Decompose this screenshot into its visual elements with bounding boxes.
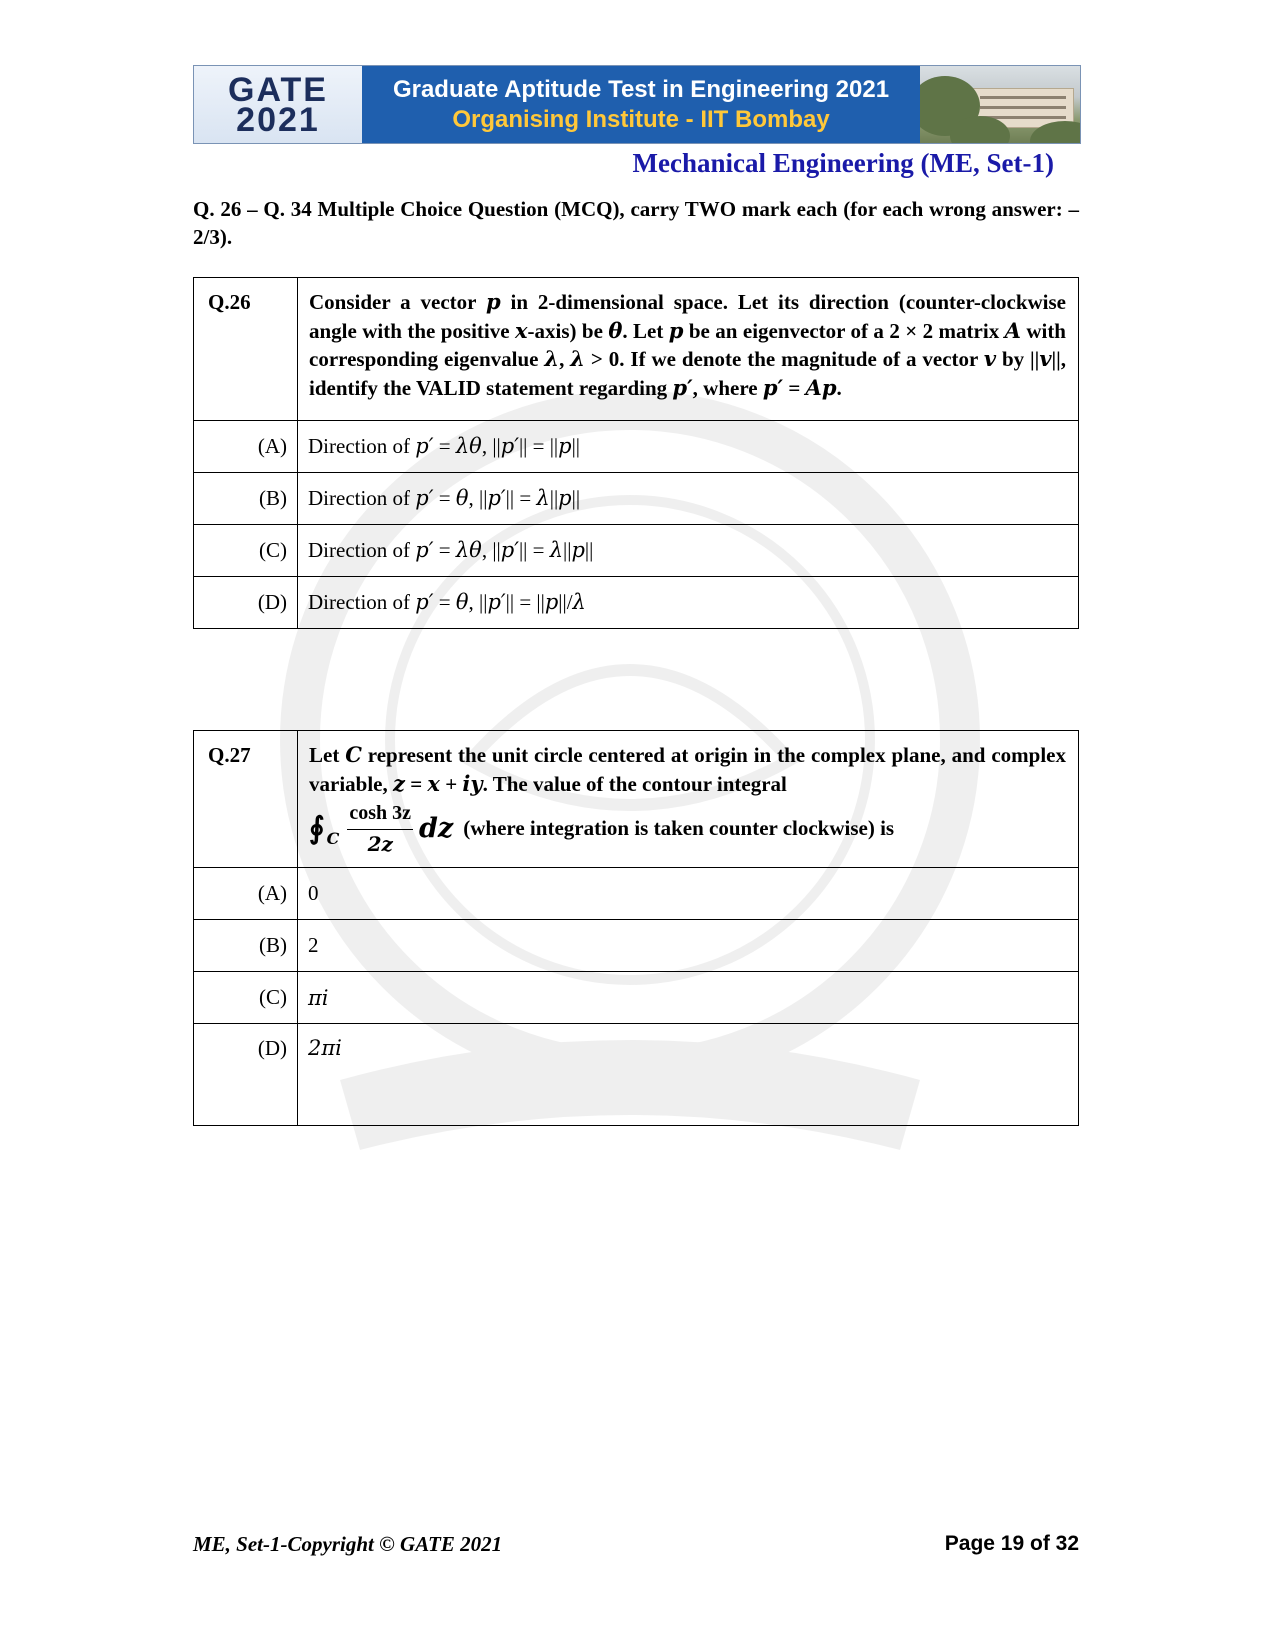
subject-title: Mechanical Engineering (ME, Set-1): [632, 148, 1054, 178]
question-number: Q.27: [194, 731, 298, 868]
option-a[interactable]: [194, 868, 1079, 920]
option-c[interactable]: [194, 972, 1079, 1024]
contour-integral-symbol: ∮: [309, 812, 325, 846]
option-label: (A): [194, 421, 298, 473]
banner-title-box: [362, 66, 920, 143]
contour-integral: [309, 800, 1066, 858]
footer-copyright: ME, Set-1-Copyright © GATE 2021: [193, 1532, 503, 1556]
differential: dz: [419, 813, 454, 845]
option-text: Direction of p′ = θ, ||p′|| = ||p||/λ: [298, 577, 1079, 629]
option-text: 2: [298, 920, 1079, 972]
question-text: [298, 731, 1079, 868]
option-label: (C): [194, 525, 298, 577]
option-b[interactable]: [194, 920, 1079, 972]
question-number: Q.26: [194, 278, 298, 421]
integral-subscript: C: [326, 829, 340, 849]
footer-page-number: Page 19 of 32: [944, 1532, 1079, 1555]
fraction-numerator: cosh 3z: [347, 800, 413, 830]
option-c[interactable]: [194, 525, 1079, 577]
option-text: Direction of p′ = θ, ||p′|| = λ||p||: [298, 473, 1079, 525]
section-instructions: Q. 26 – Q. 34 Multiple Choice Question (MCQ), carry TWO mark each (for each wrong answer: – 2/3).: [193, 197, 1079, 249]
option-text: 2πi: [298, 1024, 1079, 1126]
option-text: πi: [298, 972, 1079, 1024]
banner-organiser: Organising Institute - IIT Bombay: [452, 105, 830, 133]
option-text: Direction of p′ = λθ, ||p′|| = λ||p||: [298, 525, 1079, 577]
option-label: (B): [194, 473, 298, 525]
campus-photo: [920, 66, 1080, 143]
option-label: (A): [194, 868, 298, 920]
fraction-denominator: 2z: [367, 831, 393, 856]
question-26-table: [193, 277, 1079, 629]
banner-title: Graduate Aptitude Test in Engineering 2021: [392, 75, 890, 103]
option-d[interactable]: [194, 577, 1079, 629]
option-text: Direction of p′ = λθ, ||p′|| = ||p||: [298, 421, 1079, 473]
logo-line-1: GATE: [228, 70, 328, 109]
question-text: Consider a vector p in 2-dimensional space. Let its direction (counter-clockwise angle with the positive x-axis) be θ. Let p be an eigenvector of a 2 × 2 matrix A with corresponding eigenvalue λ, λ > 0. If we denote the magnitude of a vector v by ||v||, identify the VALID statement regarding p′, where p′ = Ap.: [298, 278, 1079, 421]
option-label: (D): [194, 577, 298, 629]
option-text: 0: [298, 868, 1079, 920]
question-27-table: [193, 730, 1079, 1126]
option-label: (C): [194, 972, 298, 1024]
logo-line-2: 2021: [236, 100, 320, 139]
option-label: (D): [194, 1024, 298, 1126]
option-b[interactable]: [194, 473, 1079, 525]
option-d[interactable]: [194, 1024, 1079, 1126]
option-a[interactable]: [194, 421, 1079, 473]
integral-trailing-text: (where integration is taken counter clockwise) is: [463, 816, 895, 841]
header-banner: [193, 65, 1081, 144]
question-stem: Let C represent the unit circle centered at origin in the complex plane, and complex variable, z = x + iy. The value of the contour integral: [309, 742, 1066, 796]
option-label: (B): [194, 920, 298, 972]
gate-logo: [194, 66, 362, 143]
integrand-fraction: [347, 800, 413, 858]
